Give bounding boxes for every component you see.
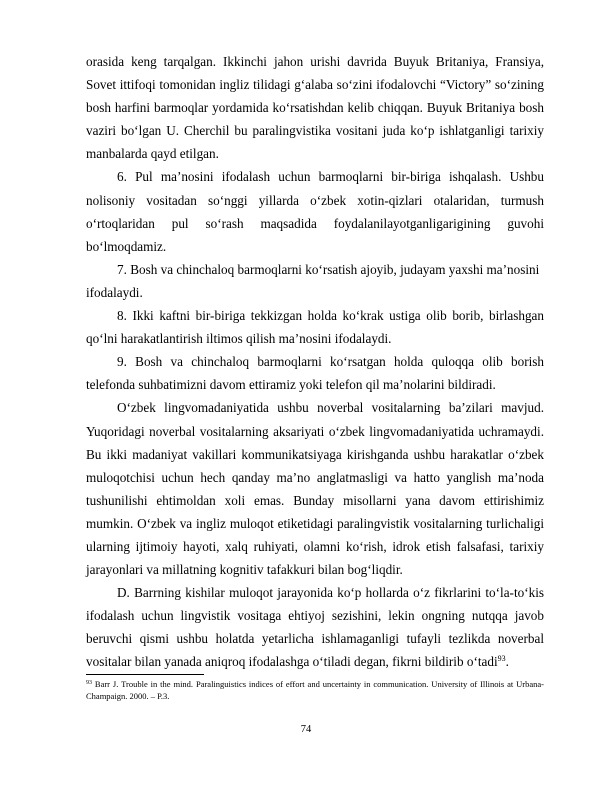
paragraph-item-9: 9. Bosh va chinchaloq barmoqlarni ko‘rsatgan holda quloqqa olib borish telefonda suhbatimizni davom ettiramiz yoki telefon qil ma’nolarini bildiradi. <box>86 354 544 393</box>
footnote-text: Barr J. Trouble in the mind. Paralinguistics indices of effort and uncertainty in communication. University of Illinois at Urbana-Champaign. 2000. – P.3. <box>86 679 544 701</box>
paragraph-item-8: 8. Ikki kaftni bir-biriga tekkizgan holda ko‘krak ustiga olib borib, birlashgan qo‘lni harakatlantirish iltimos qilish ma’nosini ifodalaydi. <box>86 308 544 347</box>
footnote-number: 93 <box>86 680 92 686</box>
footnote <box>86 679 544 702</box>
paragraph-continuation: orasida keng tarqalgan. Ikkinchi jahon urishi davrida Buyuk Britaniya, Fransiya, Sovet ittifoqi tomonidan ingliz tilidagi g‘alaba so‘zini ifodalovchi “Victory” so‘zining bosh harfini barmoqlar yordamida ko‘rsatishdan kelib chiqqan. Buyuk Britaniya bosh vaziri bo‘lgan U. Cherchil bu paralingvistika vositani juda ko‘p ishlatganligi tarixiy manbalarda qayd etilgan. <box>86 54 544 162</box>
paragraph-barr-text: D. Barrning kishilar muloqot jarayonida ko‘p hollarda o‘z fikrlarini to‘la-to‘kis ifodalash uchun lingvistik vositaga ehtiyoj sezishini, lekin ongning nutqqa javob beruvchi qismi ushbu holatda yetarlicha ishlamaganligi tufayli tezlikda noverbal vositalar bilan yanada aniqroq ifodalashga o‘tiladi degan, fikrni bildirib o‘tadi <box>86 585 544 670</box>
footnote-divider <box>86 674 204 675</box>
paragraph-item-7: 7. Bosh va chinchaloq barmoqlarni ko‘rsatish ajoyib, judayam yaxshi ma’nosini ifodalaydi. <box>86 261 540 300</box>
paragraph-item-6: 6. Pul ma’nosini ifodalash uchun barmoqlarni bir-biriga ishqalash. Ushbu nolisoniy vositadan so‘nggi yillarda o‘zbek xotin-qizlari otalaridan, turmush o‘rtoqlaridan pul so‘rash maqsadida foydalanilayotganligarigining guvohi bo‘lmoqdamiz. <box>86 169 544 254</box>
page-body <box>86 50 544 674</box>
paragraph-uzbek-culture: O‘zbek lingvomadaniyatida ushbu noverbal vositalarning ba’zilari mavjud. Yuqoridagi noverbal vositalarning aksariyati o‘zbek lingvomadaniyatida uchramaydi. Bu ikki madaniyat vakillari kommunikatsiyaga kirishganda ushbu harakatlar o‘zbek muloqotchisi uchun hech qanday ma’no anglatmasligi va hatto yanglish ma’noda tushunilishi ehtimoldan xoli emas. Bunday misollarni yana davom ettirishimiz mumkin. O‘zbek va ingliz muloqot etiketidagi paralingvistik vositalarning turlichaligi ularning ijtimoiy hayoti, xalq ruhiyati, olamni ko‘rish, idrok etish falsafasi, tarixiy jarayonlari va millatning kognitiv tafakkuri bilan bog‘liqdir. <box>86 400 544 578</box>
paragraph-barr-period: . <box>505 654 509 670</box>
paragraph-barr <box>86 581 544 673</box>
footnote-reference[interactable]: 93 <box>497 654 506 664</box>
page-number: 74 <box>300 724 312 735</box>
